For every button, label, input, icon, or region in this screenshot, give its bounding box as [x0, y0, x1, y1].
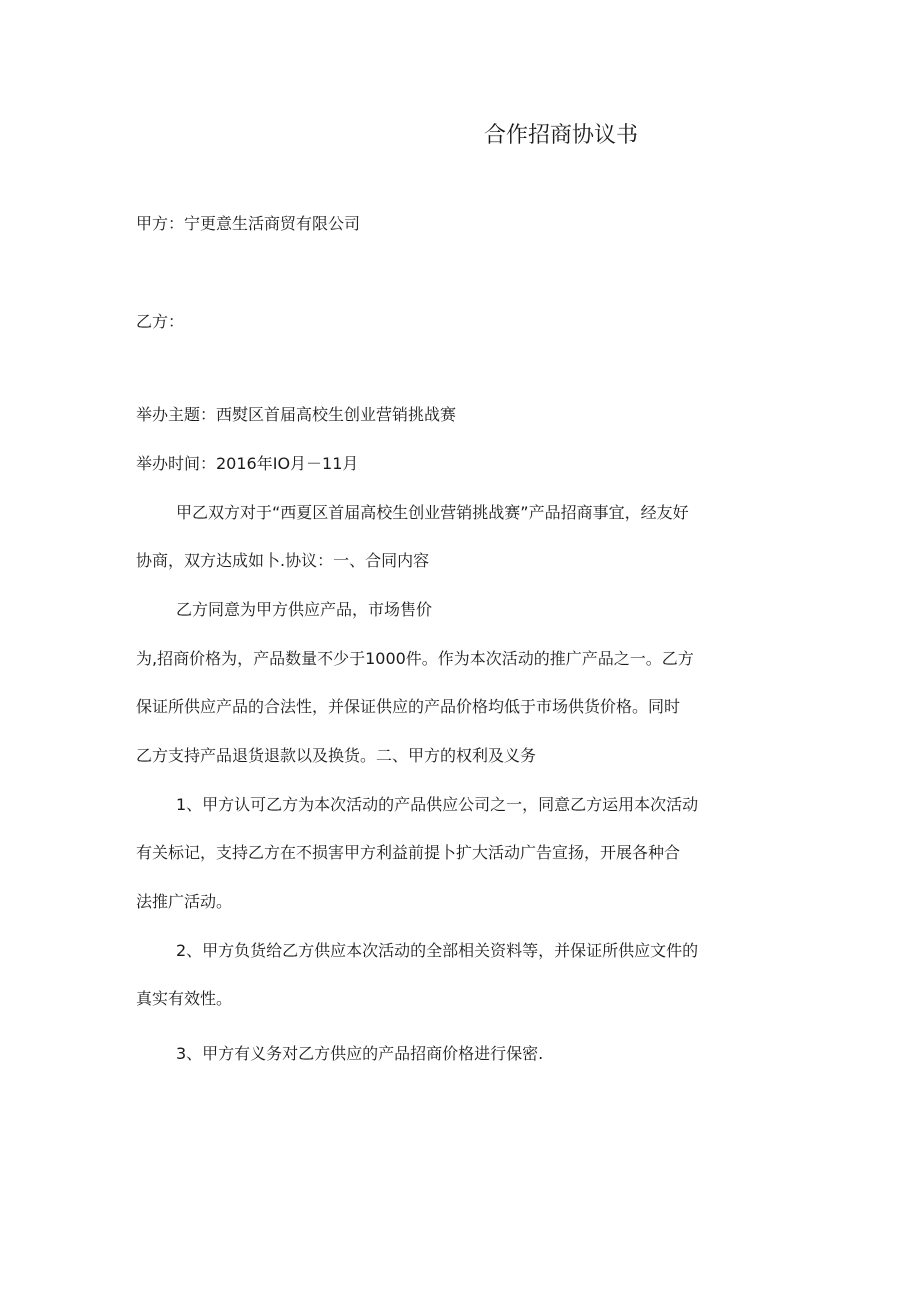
item-2-line-1: 2、甲方负货给乙方供应本次活动的全部相关资料等，并保证所供应文件的: [176, 941, 699, 960]
content-line-2: 为,招商价格为，产品数量不少于1000件。作为本次活动的推广产品之一。乙方: [136, 649, 694, 668]
event-time: 举办时间：2016年IO月－11月: [136, 454, 359, 473]
party-b: 乙方：: [136, 312, 185, 331]
party-a: 甲方：宁更意生活商贸有限公司: [136, 214, 361, 233]
item-1-line-2: 有关标记，支持乙方在不损害甲方利益前提卜扩大活动广告宣扬，开展各种合: [136, 843, 681, 862]
content-line-4: 乙方支持产品退货退款以及换货。二、甲方的权利及义务: [136, 746, 537, 765]
document-title: 合作招商协议书: [484, 123, 639, 148]
content-line-1: 乙方同意为甲方供应产品，市场售价: [176, 600, 433, 619]
event-theme: 举办主题：西熨区首届高校生创业营销挑战赛: [136, 405, 457, 424]
item-2-line-2: 真实有效性。: [136, 989, 233, 1008]
item-3-line-1: 3、甲方有义务对乙方供应的产品招商价格进行保密.: [176, 1044, 544, 1063]
item-1-line-1: 1、甲方认可乙方为本次活动的产品供应公司之一，同意乙方运用本次活动: [176, 795, 699, 814]
intro-line-1: 甲乙双方对于“西夏区首届高校生创业营销挑战赛”产品招商事宜，经友好: [176, 503, 689, 522]
intro-line-2: 协商，双方达成如卜.协议：一、合同内容: [136, 551, 430, 570]
content-line-3: 保证所供应产品的合法性，并保证供应的产品价格均低于市场供货价格。同时: [136, 697, 681, 716]
item-1-line-3: 法推广活动。: [136, 892, 233, 911]
